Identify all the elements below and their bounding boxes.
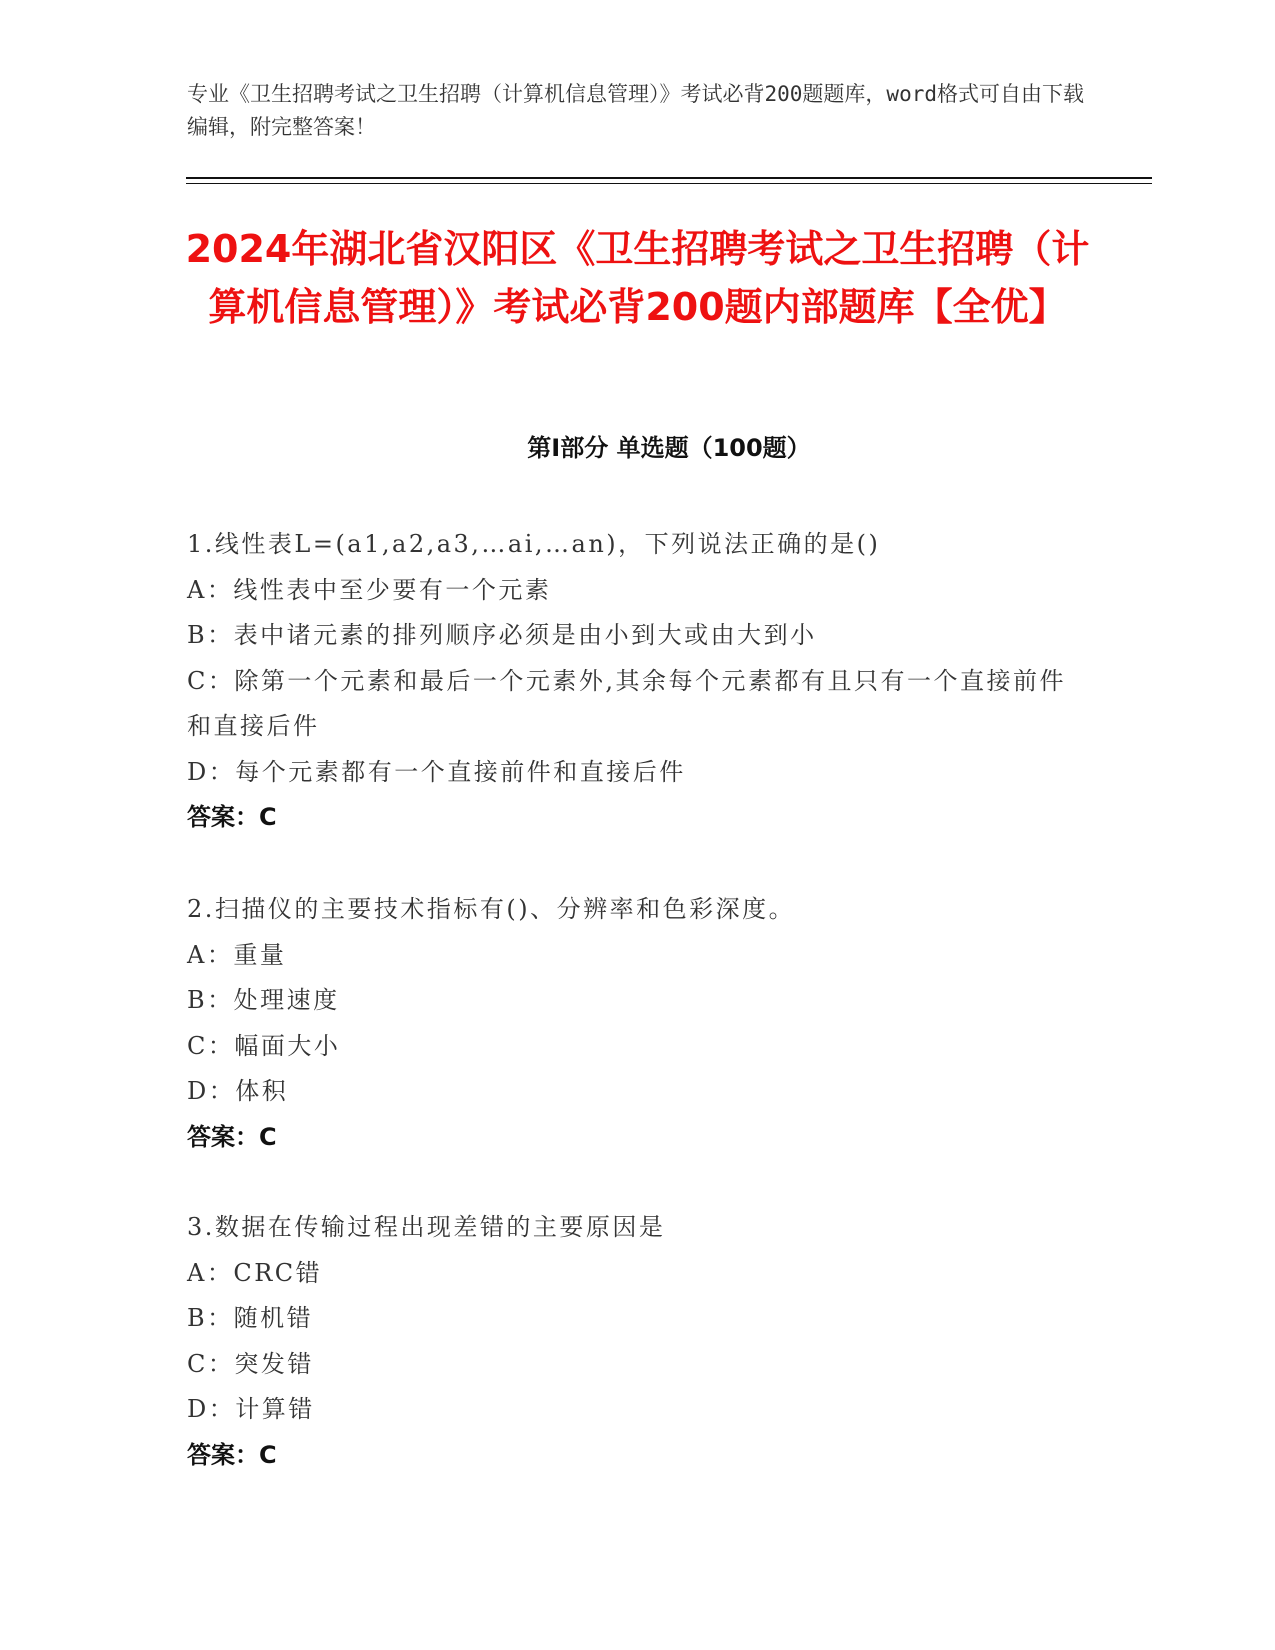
question-3 xyxy=(187,1205,1067,1478)
document-title: 2024年湖北省汉阳区《卫生招聘考试之卫生招聘（计算机信息管理）》考试必背200题内部题库【全优】 xyxy=(185,227,1090,329)
question-stem: 3.数据在传输过程出现差错的主要原因是 xyxy=(187,1213,666,1241)
answer: 答案：C xyxy=(187,803,277,831)
question-1 xyxy=(187,522,1067,841)
option-c: C：除第一个元素和最后一个元素外,其余每个元素都有且只有一个直接前件和直接后件 xyxy=(187,666,1066,740)
option-d: D：每个元素都有一个直接前件和直接后件 xyxy=(187,757,686,786)
option-c: C：幅面大小 xyxy=(187,1031,341,1060)
section-heading: 第Ⅰ部分 单选题（100题） xyxy=(527,434,811,462)
question-2 xyxy=(187,887,1067,1160)
question-stem: 2.扫描仪的主要技术指标有()、分辨率和色彩深度。 xyxy=(187,895,796,923)
answer: 答案：C xyxy=(187,1122,277,1151)
option-d: D：计算错 xyxy=(187,1395,315,1423)
option-a: A：线性表中至少要有一个元素 xyxy=(187,575,552,604)
option-b: B：随机错 xyxy=(187,1304,314,1332)
question-stem: 1.线性表L=(a1,a2,a3,…ai,…an)，下列说法正确的是() xyxy=(187,530,881,558)
header-note: 专业《卫生招聘考试之卫生招聘（计算机信息管理）》考试必背200题题库，word格式可自由下载编辑，附完整答案！ xyxy=(187,82,1084,139)
option-b: B：处理速度 xyxy=(187,986,340,1014)
answer: 答案：C xyxy=(187,1440,277,1469)
option-a: A：重量 xyxy=(187,940,287,969)
header-rule-thick xyxy=(186,177,1152,179)
option-b: B：表中诸元素的排列顺序必须是由小到大或由大到小 xyxy=(187,621,817,649)
header-rule-thin xyxy=(186,183,1152,184)
option-c: C：突发错 xyxy=(187,1349,314,1378)
option-a: A：CRC错 xyxy=(187,1258,323,1287)
option-d: D：体积 xyxy=(187,1077,289,1105)
